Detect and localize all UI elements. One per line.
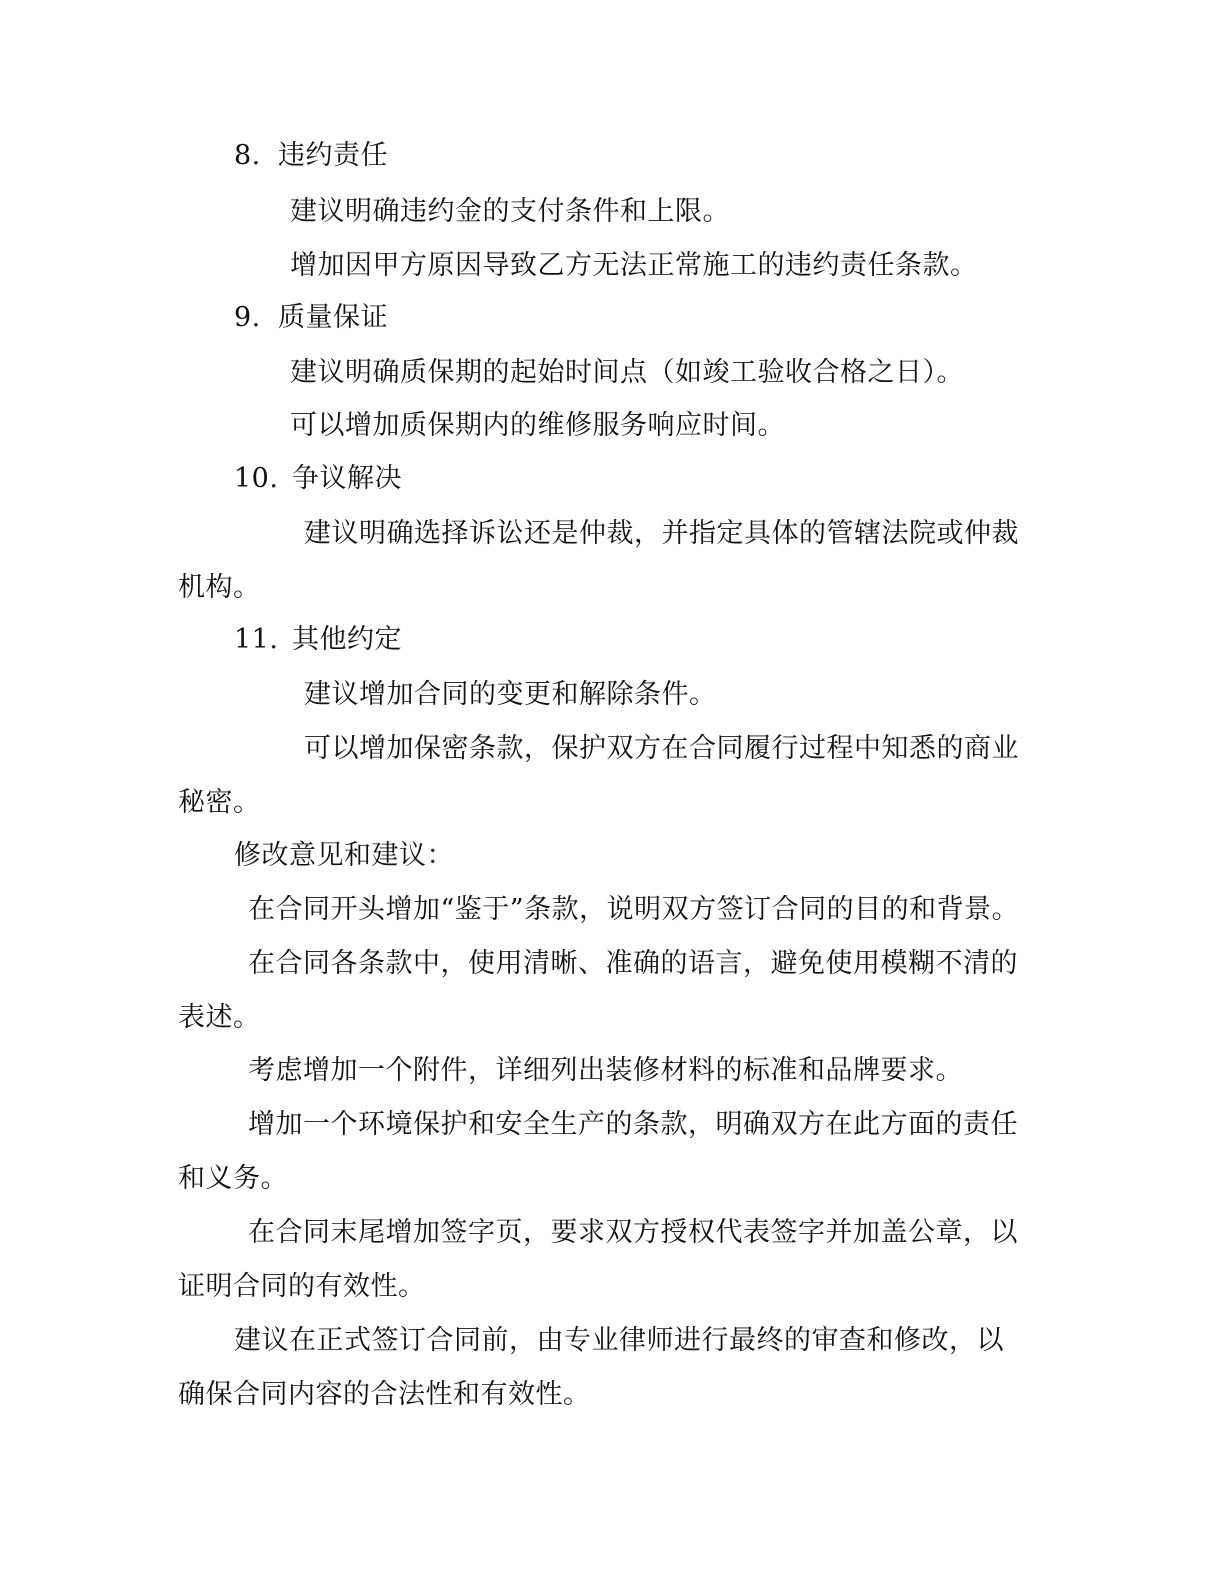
suggestion-item: 在合同开头增加“鉴于”条款，说明双方签订合同的目的和背景。: [248, 894, 1020, 925]
suggestion-item-continuation: 表述。: [178, 1002, 261, 1033]
section-number: 9.: [234, 302, 261, 333]
section-item: 建议明确质保期的起始时间点（如竣工验收合格之日）。: [290, 357, 964, 388]
section-item-continuation: 机构。: [178, 572, 261, 603]
suggestion-item: 在合同各条款中，使用清晰、准确的语言，避免使用模糊不清的: [248, 948, 1018, 979]
section-number: 8.: [234, 140, 261, 171]
section-title: 违约责任: [278, 140, 388, 171]
section-heading: [234, 138, 388, 174]
section-title: 争议解决: [292, 463, 402, 494]
suggestion-item: 考虑增加一个附件，详细列出装修材料的标准和品牌要求。: [248, 1055, 963, 1086]
section-item: 可以增加保密条款，保护双方在合同履行过程中知悉的商业: [304, 733, 1019, 764]
suggestion-item-continuation: 证明合同的有效性。: [178, 1271, 426, 1302]
suggestion-item: 在合同末尾增加签字页，要求双方授权代表签字并加盖公章，以: [248, 1217, 1018, 1248]
section-heading: [234, 461, 402, 497]
section-item: 增加因甲方原因导致乙方无法正常施工的违约责任条款。: [290, 250, 978, 281]
section-item-continuation: 秘密。: [178, 787, 261, 818]
section-heading: [234, 622, 402, 658]
section-item: 建议明确违约金的支付条件和上限。: [290, 196, 730, 227]
section-number: 10.: [234, 463, 279, 494]
section-title: 其他约定: [292, 624, 402, 655]
suggestion-item-continuation: 和义务。: [178, 1163, 288, 1194]
suggestions-heading: 修改意见和建议：: [234, 840, 454, 871]
section-item: 可以增加质保期内的维修服务响应时间。: [290, 410, 785, 441]
section-heading: [234, 300, 388, 336]
final-recommendation: 建议在正式签订合同前，由专业律师进行最终的审查和修改，以: [234, 1325, 1004, 1356]
suggestion-item: 增加一个环境保护和安全生产的条款，明确双方在此方面的责任: [248, 1109, 1018, 1140]
section-item: 建议增加合同的变更和解除条件。: [304, 679, 717, 710]
final-recommendation-continuation: 确保合同内容的合法性和有效性。: [178, 1379, 591, 1410]
section-number: 11.: [234, 624, 279, 655]
section-title: 质量保证: [278, 302, 388, 333]
section-item: 建议明确选择诉讼还是仲裁，并指定具体的管辖法院或仲裁: [304, 518, 1019, 549]
